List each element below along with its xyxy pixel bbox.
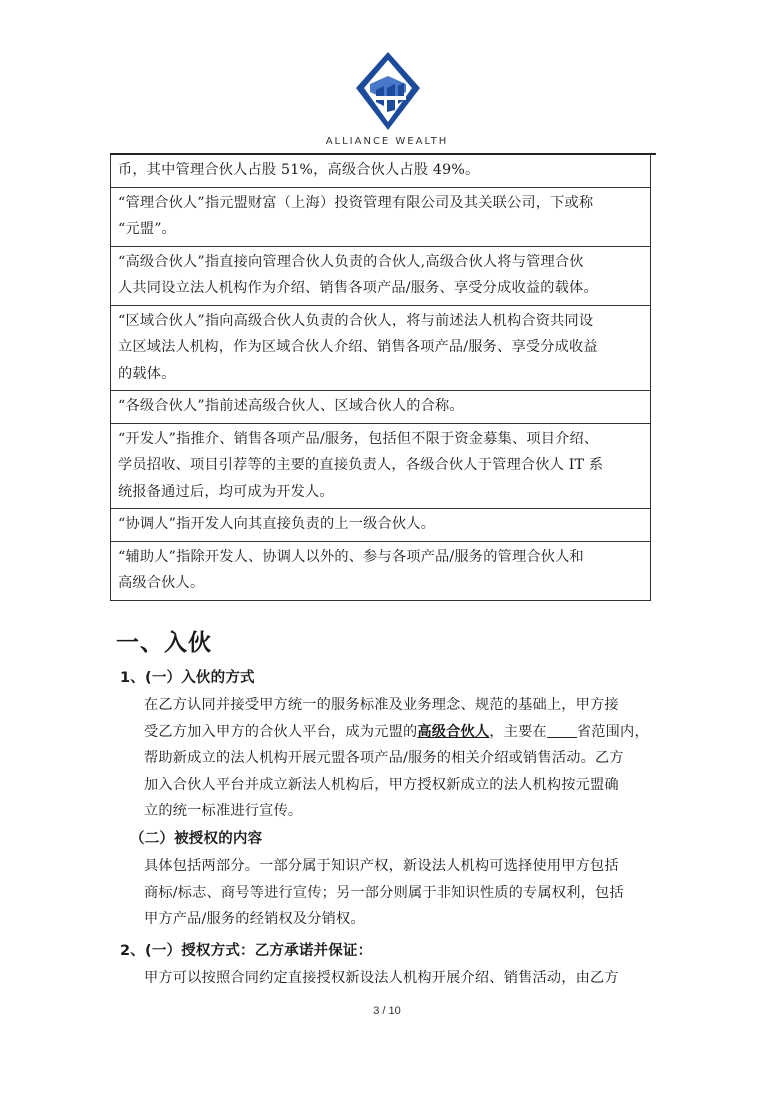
body-line xyxy=(144,719,649,746)
fill-in-blank xyxy=(547,724,577,738)
definition-line: 人共同设立法人机构作为介绍、销售各项产品/服务、享受分成收益的载体。 xyxy=(118,280,598,296)
item2-heading: 2、(一）授权方式：乙方承诺并保证： xyxy=(120,943,373,959)
body-line: 立的统一标准进行宣传。 xyxy=(144,803,303,819)
definition-line: 高级合伙人。 xyxy=(118,575,205,591)
definition-row xyxy=(111,508,650,541)
definition-line: 统报备通过后，均可成为开发人。 xyxy=(118,483,334,500)
definition-line: “辅助人”指除开发人、协调人以外的、参与各项产品/服务的管理合伙人和 xyxy=(118,548,584,565)
alliance-wealth-logo xyxy=(302,50,472,150)
body-line: 甲方产品/服务的经销权及分销权。 xyxy=(144,911,365,927)
item2-body xyxy=(144,965,619,992)
item1-heading: 1、(一）入伙的方式 xyxy=(120,670,255,686)
definition-line: “高级合伙人”指直接向管理合伙人负责的合伙人,高级合伙人将与管理合伙 xyxy=(118,253,584,270)
body-line: 帮助新成立的法人机构开展元盟各项产品/服务的相关介绍或销售活动。乙方 xyxy=(144,750,624,766)
definition-row xyxy=(111,187,650,246)
body-line: 具体包括两部分。一部分属于知识产权，新设法人机构可选择使用甲方包括 xyxy=(144,858,619,874)
definition-line: “开发人”指推介、销售各项产品/服务，包括但不限于资金募集、项目介绍、 xyxy=(118,430,599,447)
definition-row xyxy=(111,423,650,509)
body-line: 在乙方认同并接受甲方统一的服务标准及业务理念、规范的基础上，甲方接 xyxy=(144,697,619,713)
definition-row xyxy=(111,155,650,187)
subsection-body xyxy=(144,853,624,933)
definition-line: 学员招收、项目引荐等的主要的直接负责人，各级合伙人于管理合伙人 IT 系 xyxy=(118,457,604,473)
section-title: 一、入伙 xyxy=(116,630,212,656)
body-line: 加入合伙人平台并成立新法人机构后，甲方授权新成立的法人机构按元盟确 xyxy=(144,776,619,793)
logo-text: ALLIANCE WEALTH xyxy=(325,136,449,147)
body-line: 商标/标志、商号等进行宣传；另一部分则属于非知识性质的专属权利，包括 xyxy=(144,884,624,901)
definition-row xyxy=(111,305,650,391)
body-text: ，主要在 xyxy=(489,723,547,740)
body-line: 甲方可以按照合同约定直接授权新设法人机构开展介绍、销售活动，由乙方 xyxy=(144,970,619,986)
body-text: 受乙方加入甲方的合伙人平台，成为元盟的 xyxy=(144,723,418,740)
body-text: 省范围内， xyxy=(576,723,649,740)
definition-line: 立区域法人机构，作为区域合伙人介绍、销售各项产品/服务、享受分成收益 xyxy=(118,339,598,355)
definition-line: 的载体。 xyxy=(118,365,176,382)
subsection-heading: （二）被授权的内容 xyxy=(130,831,263,847)
page-number: 3 / 10 xyxy=(373,1005,401,1017)
definition-row xyxy=(111,246,650,305)
definition-line: “元盟”。 xyxy=(118,221,177,237)
definitions-table xyxy=(110,155,651,601)
definition-line: “各级合伙人”指前述高级合伙人、区域合伙人的合称。 xyxy=(118,398,464,414)
definition-line: “管理合伙人”指元盟财富（上海）投资管理有限公司及其关联公司，下或称 xyxy=(118,194,594,211)
handshake-diamond-icon xyxy=(354,50,422,132)
item1-body xyxy=(144,692,649,825)
definition-line: “区域合伙人”指向高级合伙人负责的合伙人，将与前述法人机构合资共同设 xyxy=(118,312,594,329)
definition-row xyxy=(111,390,650,423)
definition-line: “协调人”指开发人向其直接负责的上一级合伙人。 xyxy=(118,516,436,532)
definition-line: 币，其中管理合伙人占股 51%，高级合伙人占股 49%。 xyxy=(118,162,480,178)
underlined-term: 高级合伙人 xyxy=(417,723,490,740)
definition-row xyxy=(111,541,650,600)
